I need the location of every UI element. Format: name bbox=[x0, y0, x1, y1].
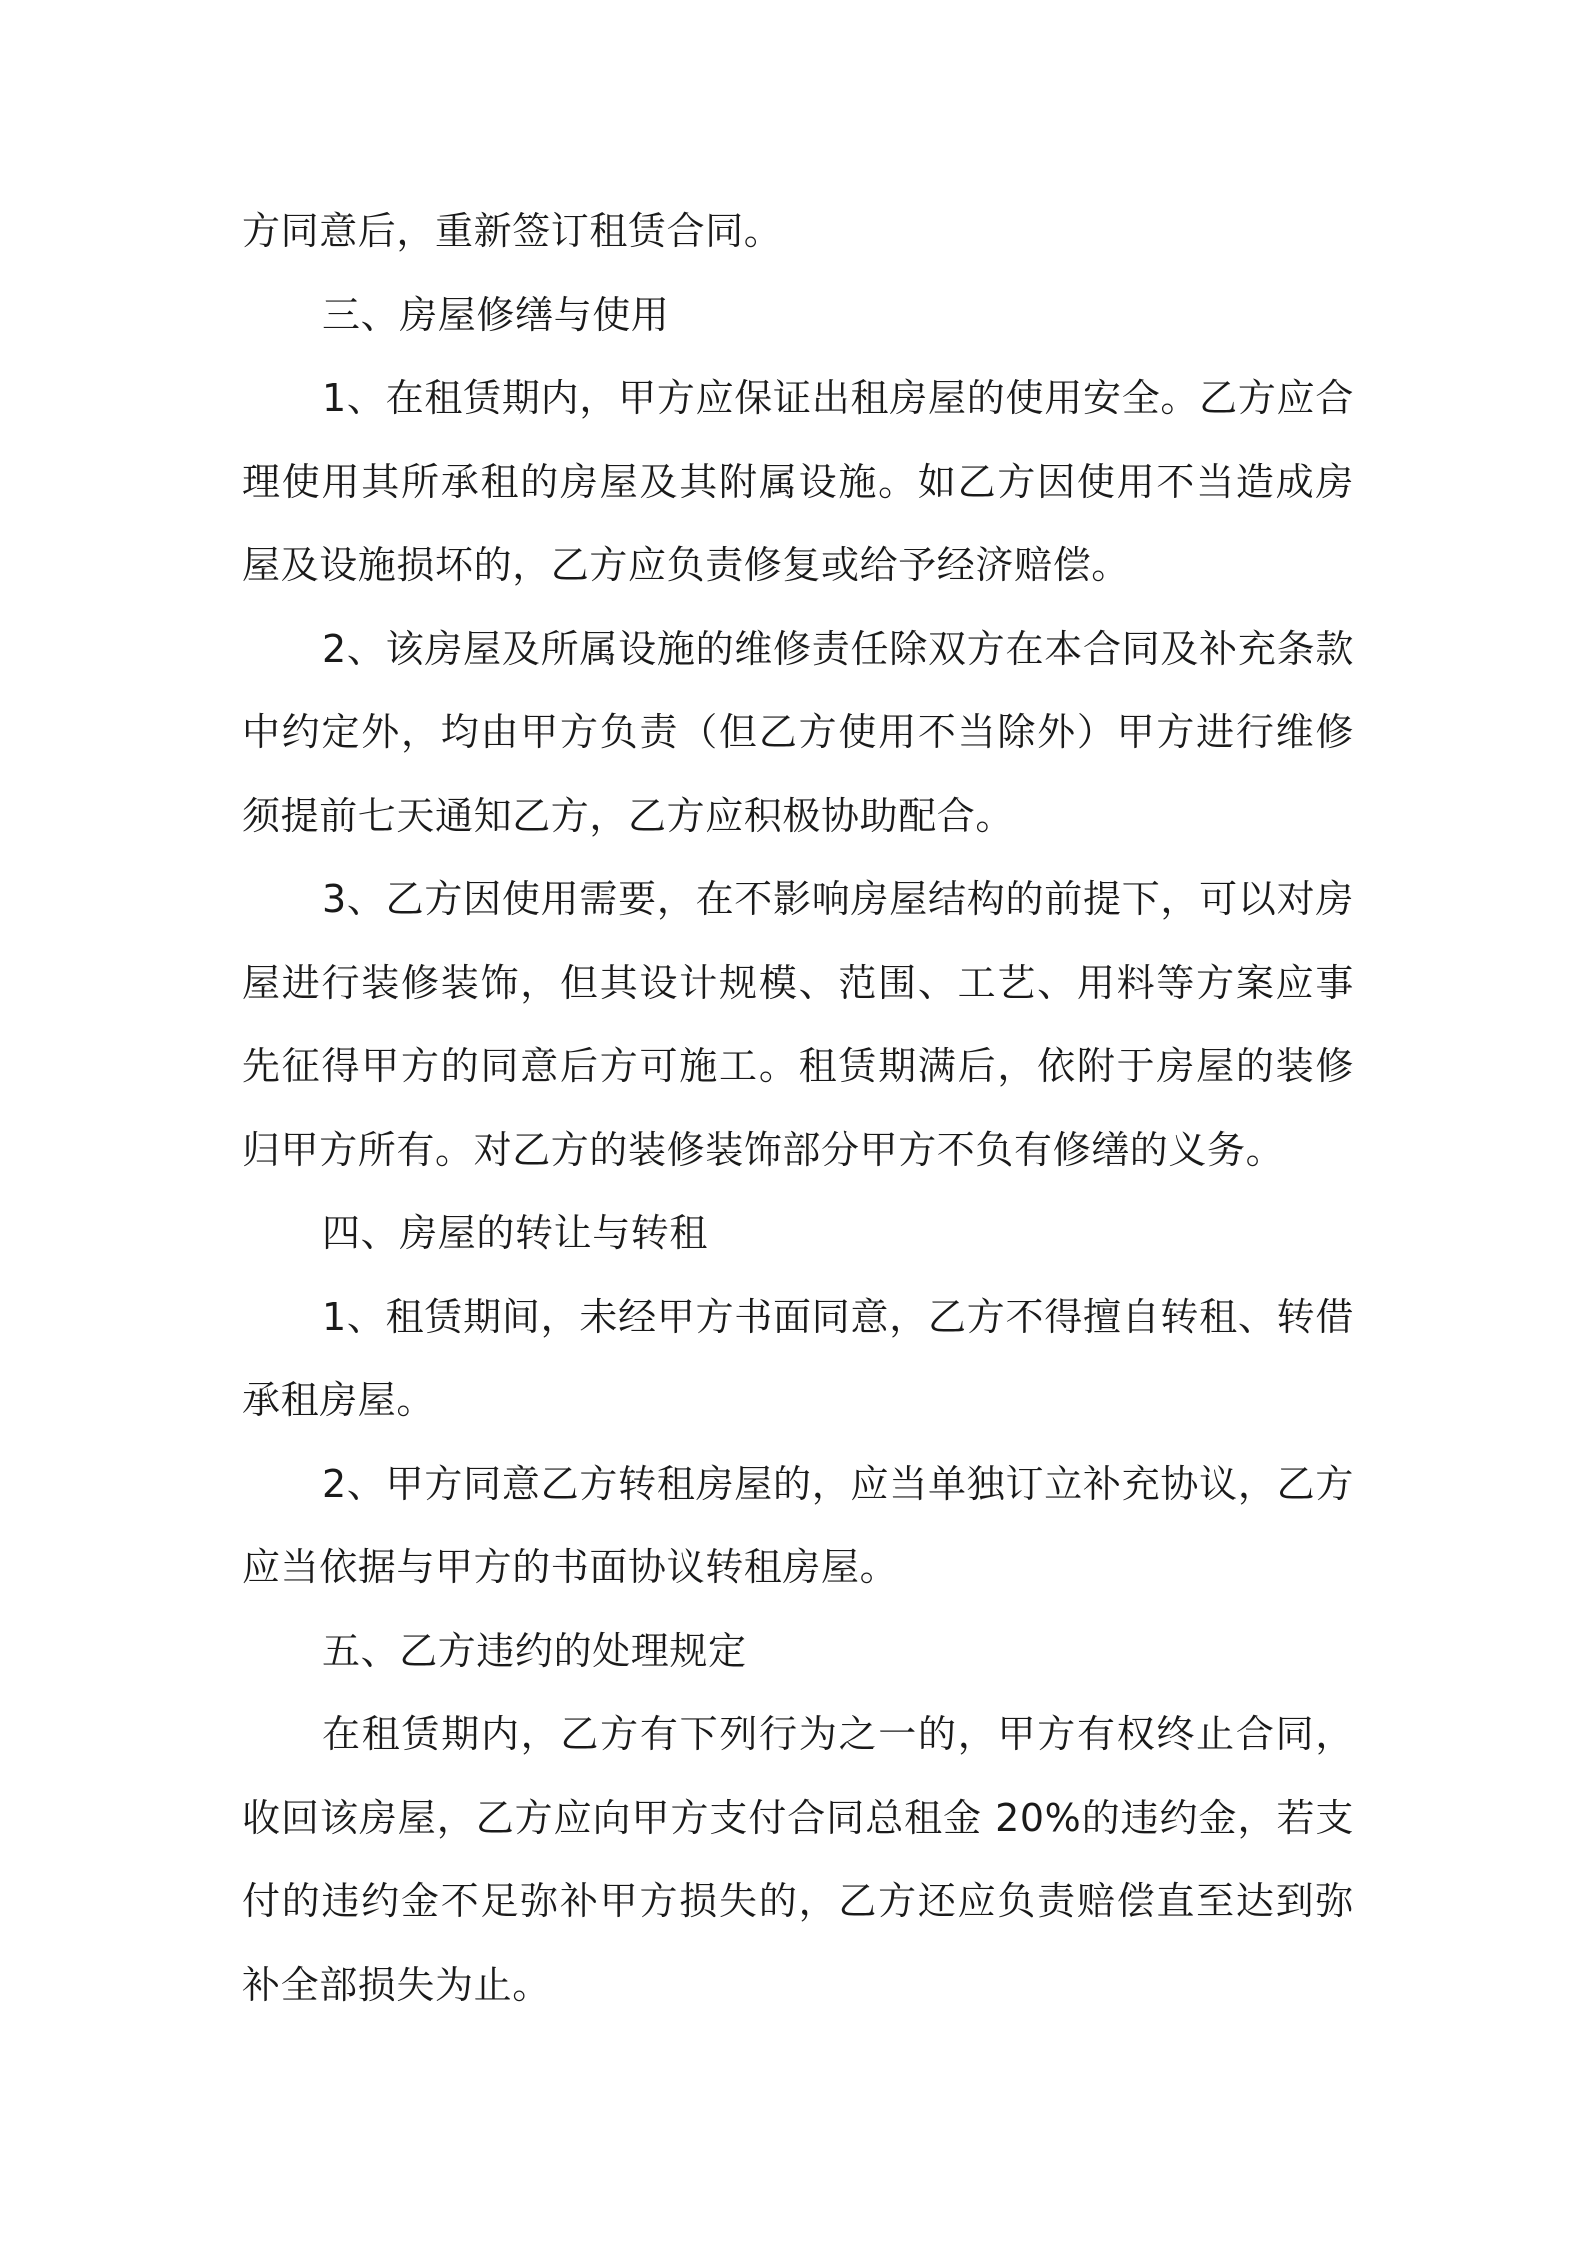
clause-3-1: 1、在租赁期内，甲方应保证出租房屋的使用安全。乙方应合理使用其所承租的房屋及其附属设施。如乙方因使用不当造成房屋及设施损坏的，乙方应负责修复或给予经济赔偿。 bbox=[242, 376, 1354, 587]
section-heading-3: 三、房屋修缮与使用 bbox=[322, 292, 670, 337]
clause-5-intro: 在租赁期内，乙方有下列行为之一的，甲方有权终止合同，收回该房屋，乙方应向甲方支付合同总租金 20%的违约金，若支付的违约金不足弥补甲方损失的，乙方还应负责赔偿直至达到弥补全部损失为止。 bbox=[242, 1712, 1354, 2007]
clause-3-2: 2、该房屋及所属设施的维修责任除双方在本合同及补充条款中约定外，均由甲方负责（但乙方使用不当除外）甲方进行维修须提前七天通知乙方，乙方应积极协助配合。 bbox=[242, 626, 1354, 838]
section-heading-4: 四、房屋的转让与转租 bbox=[322, 1211, 709, 1255]
clause-3-3: 3、乙方因使用需要，在不影响房屋结构的前提下，可以对房屋进行装修装饰，但其设计规模、范围、工艺、用料等方案应事先征得甲方的同意后方可施工。租赁期满后，依附于房屋的装修归甲方所有。对乙方的装修装饰部分甲方不负有修缮的义务。 bbox=[242, 877, 1354, 1172]
document-body bbox=[242, 190, 1354, 2027]
clause-4-2: 2、甲方同意乙方转租房屋的，应当单独订立补充协议，乙方应当依据与甲方的书面协议转租房屋。 bbox=[242, 1461, 1354, 1589]
clause-4-1: 1、租赁期间，未经甲方书面同意，乙方不得擅自转租、转借承租房屋。 bbox=[242, 1294, 1354, 1422]
section-heading-5: 五、乙方违约的处理规定 bbox=[322, 1628, 747, 1673]
paragraph-continuation: 方同意后，重新签订租赁合同。 bbox=[242, 209, 783, 253]
